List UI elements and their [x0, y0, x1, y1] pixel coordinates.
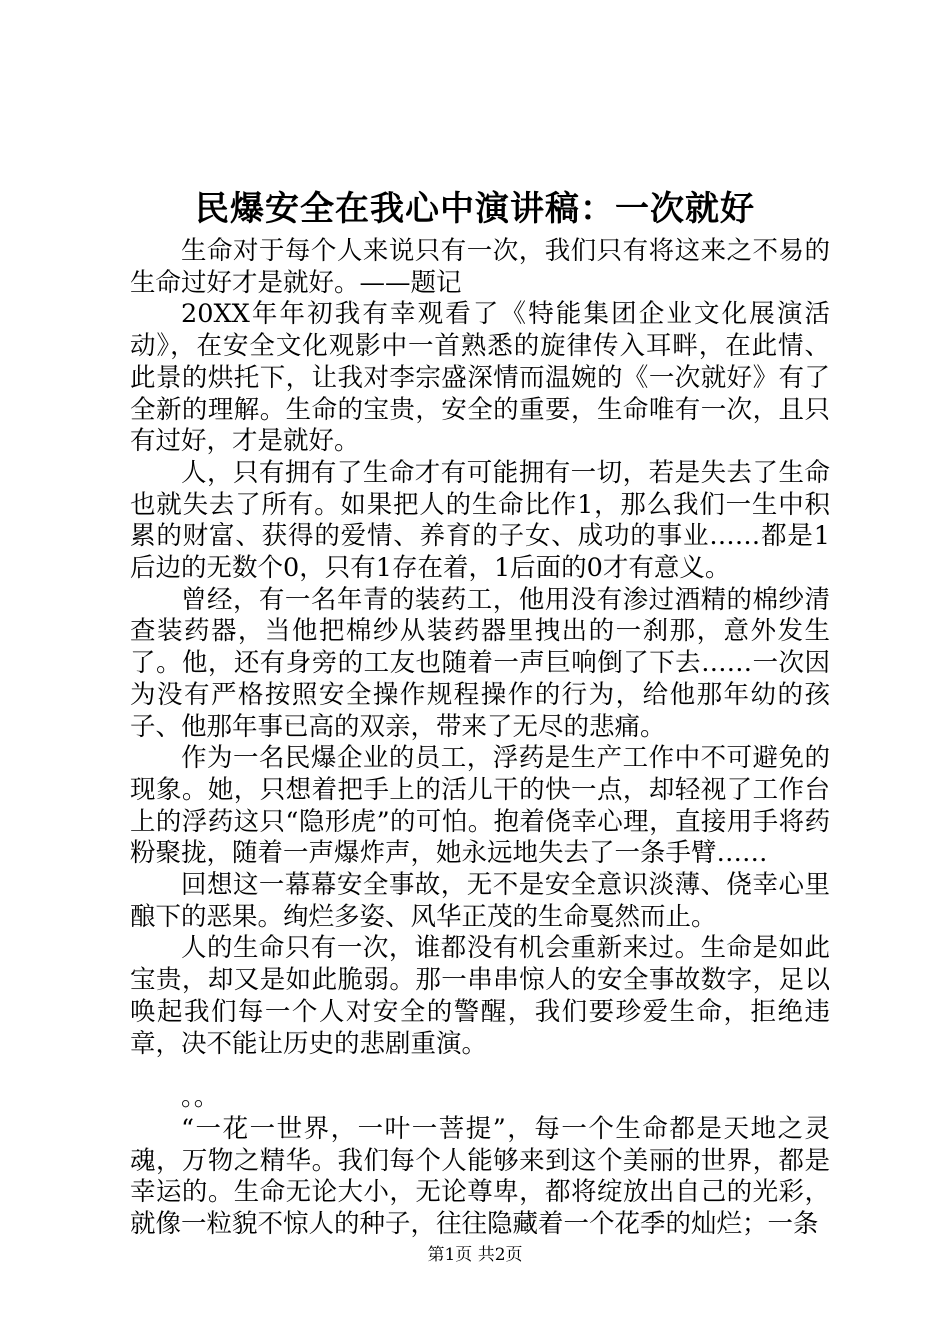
page-footer: 第1页 共2页	[427, 1245, 523, 1265]
document-body	[130, 236, 830, 1241]
paragraph-accident-two: 作为一名民爆企业的员工，浮药是生产工作中不可避免的现象。她，只想着把手上的活儿干的快一点，却轻视了工作台上的浮药这只“隐形虎”的可怕。抱着侥幸心理，直接用手将药粉聚拢，随着一声爆炸声，她永远地失去了一条手臂……	[130, 743, 830, 869]
paragraph-reflection: 回想这一幕幕安全事故，无不是安全意识淡薄、侥幸心里酿下的恶果。绚烂多姿、风华正茂的生命戛然而止。	[130, 870, 830, 932]
paragraph-accident-one: 曾经，有一名年青的装药工，他用没有渗过酒精的棉纱清查装药器，当他把棉纱从装药器里拽出的一刹那，意外发生了。他，还有身旁的工友也随着一声巨响倒了下去……一次因为没有严格按照安全操作规程操作的行为，给他那年幼的孩子、他那年事已高的双亲，带来了无尽的悲痛。	[130, 584, 830, 742]
paragraph-epigraph: 生命对于每个人来说只有一次，我们只有将这来之不易的生命过好才是就好。——题记	[130, 236, 830, 298]
paragraph-ellipsis: 。。	[181, 1082, 220, 1113]
page-title: 民爆安全在我心中演讲稿：一次就好	[195, 189, 755, 229]
paragraph-intro: 20XX年年初我有幸观看了《特能集团企业文化展演活动》，在安全文化观影中一首熟悉的旋律传入耳畔，在此情、此景的烘托下，让我对李宗盛深情而温婉的《一次就好》有了全新的理解。生命的宝贵，安全的重要，生命唯有一次，且只有过好，才是就好。	[130, 299, 830, 457]
paragraph-cherish-life: 人的生命只有一次，谁都没有机会重新来过。生命是如此宝贵，却又是如此脆弱。那一串串惊人的安全事故数字，足以唤起我们每一个人对安全的警醒，我们要珍爱生命，拒绝违章，决不能让历史的悲剧重演。	[130, 933, 830, 1059]
paragraph-one-flower: “一花一世界，一叶一菩提”，每一个生命都是天地之灵魂，万物之精华。我们每个人能够来到这个美丽的世界，都是幸运的。生命无论大小，无论尊卑，都将绽放出自己的光彩，就像一粒貌不惊人的种子，往往隐藏着一个花季的灿烂；一条	[130, 1113, 830, 1240]
paragraph-life-value: 人，只有拥有了生命才有可能拥有一切，若是失去了生命也就失去了所有。如果把人的生命比作1，那么我们一生中积累的财富、获得的爱情、养育的子女、成功的事业……都是1后边的无数个0，只有1存在着，1后面的0才有意义。	[130, 457, 830, 584]
